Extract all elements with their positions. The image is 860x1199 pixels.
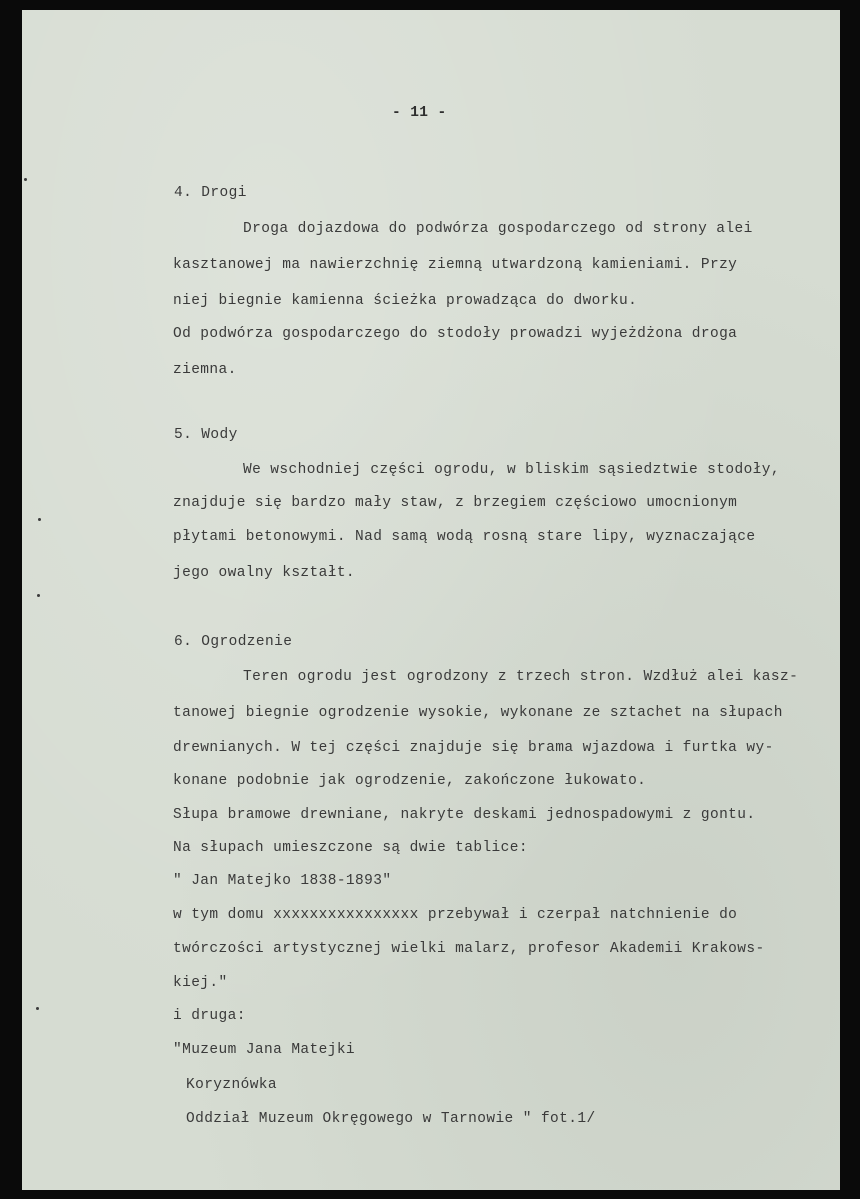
paragraph-line: niej biegnie kamienna ścieżka prowadząca do dworku. <box>173 293 638 309</box>
paragraph-line: Teren ogrodu jest ogrodzony z trzech stron. Wzdłuż alei kasz- <box>243 669 799 685</box>
section-heading-wody: 5. Wody <box>174 427 238 443</box>
plaque-1-text: w tym domu xxxxxxxxxxxxxxxx przebywał i czerpał natchnienie do <box>173 907 738 923</box>
paragraph-line: ziemna. <box>173 362 237 378</box>
paragraph-line: Słupa bramowe drewniane, nakryte deskami jednospadowymi z gontu. <box>173 807 756 823</box>
paragraph-line: płytami betonowymi. Nad samą wodą rosną stare lipy, wyznaczające <box>173 529 756 545</box>
paragraph-line: Na słupach umieszczone są dwie tablice: <box>173 840 528 856</box>
paragraph-line: drewnianych. W tej części znajduje się brama wjazdowa i furtka wy- <box>173 740 774 756</box>
paragraph-line: Od podwórza gospodarczego do stodoły prowadzi wyjeżdżona droga <box>173 326 738 342</box>
plaque-1-title: " Jan Matejko 1838-1893" <box>173 873 392 889</box>
paragraph-line: Droga dojazdowa do podwórza gospodarczego od strony alei <box>243 221 753 237</box>
page-number: - 11 - <box>392 105 447 121</box>
section-heading-drogi: 4. Drogi <box>174 185 247 201</box>
paragraph-line: znajduje się bardzo mały staw, z brzegiem częściowo umocnionym <box>173 495 738 511</box>
scan-speck <box>36 1007 39 1010</box>
document-page <box>22 10 840 1190</box>
paragraph-line: kasztanowej ma nawierzchnię ziemną utwardzoną kamieniami. Przy <box>173 257 738 273</box>
plaque-1-text: twórczości artystycznej wielki malarz, profesor Akademii Krakows- <box>173 941 765 957</box>
section-heading-ogrodzenie: 6. Ogrodzenie <box>174 634 293 650</box>
scan-speck <box>37 594 40 597</box>
paragraph-line: We wschodniej części ogrodu, w bliskim sąsiedztwie stodoły, <box>243 462 780 478</box>
plaque-2-text: Koryznówka <box>186 1077 278 1093</box>
paragraph-line: konane podobnie jak ogrodzenie, zakończone łukowato. <box>173 773 647 789</box>
plaque-1-text: kiej." <box>173 975 228 991</box>
paragraph-line: jego owalny kształt. <box>173 565 356 581</box>
paragraph-line: tanowej biegnie ogrodzenie wysokie, wykonane ze sztachet na słupach <box>173 705 783 721</box>
scan-speck <box>38 518 41 521</box>
plaque-2-intro: i druga: <box>173 1008 246 1024</box>
plaque-2-text: Oddział Muzeum Okręgowego w Tarnowie " fot.1/ <box>186 1111 596 1127</box>
scan-speck <box>24 178 27 181</box>
plaque-2-text: "Muzeum Jana Matejki <box>173 1042 356 1058</box>
